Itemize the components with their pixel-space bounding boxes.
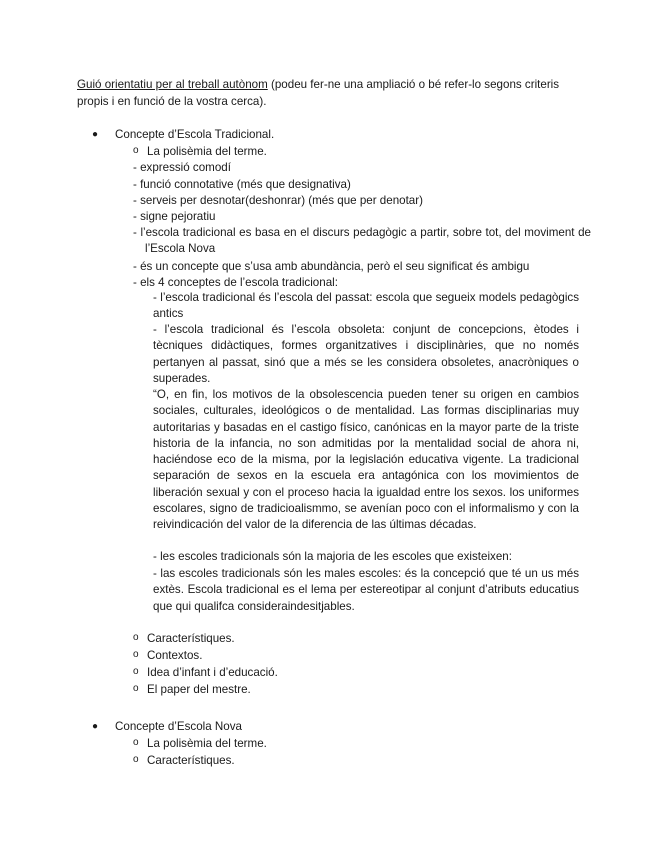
section2-sub-item: Característiques. xyxy=(147,754,235,767)
dash-item: - serveis per desnotar(deshonrar) (més que per denotar) xyxy=(133,194,423,207)
concept-item: - l’escola tradicional és l’escola del passat: escola que segueix models pedagògics antics xyxy=(153,291,579,321)
concept-item: - l’escola tradicional és l’escola obsoleta: conjunt de concepcions, ètodes i tècniques didàctiques, formes organitzatives i disciplinàries, que no només pertanyen al passat, sinó que a més se les considera obsoletes, anacròniques o superades. xyxy=(153,323,579,385)
circle-bullet-icon: o xyxy=(133,649,139,660)
dash-item: - funció connotative (més que designativa) xyxy=(133,178,351,191)
circle-bullet-icon: o xyxy=(133,683,139,694)
section1-title: Concepte d’Escola Tradicional. xyxy=(115,128,275,141)
circle-bullet-icon: o xyxy=(133,754,139,765)
intro-text: (podeu fer-ne una ampliació o bé refer-lo segons criteris propis i en funció de la vostra cerca). xyxy=(77,78,560,108)
circle-bullet-icon: o xyxy=(133,737,139,748)
dash-item: - és un concepte que s’usa amb abundància, però el seu significat és ambigu xyxy=(133,260,530,273)
quote-paragraph: “O, en fin, los motivos de la obsolescencia pueden tener su origen en cambios sociales, culturales, ideológicos o de mentalidad. Las formas disciplinarias muy autoritarias y basadas en el castigo físico, canónicas en la mayor parte de la triste historia de la infancia, no son admitidas por la mentalidad social de ahora ni, haciéndose eco de la misma, por la legislación educativa vigente. La tradicional separación de sexos en la escuela era antagónica con los movimientos de liberación sexual y con el proceso hacia la igualdad entre los sexos. los uniformes escolares, signo de tradicioalismmo, se avenían poco con el informalismo y con la reivindicación del valor de la diferencia de las últimas décadas. xyxy=(153,388,579,532)
concept-item: - las escoles tradicionals són les males escoles: és la concepció que té un us més extès. Escola tradicional es el lema per estereotipar al conjunt d’atributs educatius que qui qualifca consideraindesitjables. xyxy=(153,567,579,613)
dash-item: - expressió comodí xyxy=(133,161,231,174)
intro-title: Guió orientatiu per al treball autònom xyxy=(77,78,268,91)
section2-title: Concepte d’Escola Nova xyxy=(115,720,242,733)
circle-bullet-icon: o xyxy=(133,145,139,156)
section1-sub-polisemia: La polisèmia del terme. xyxy=(147,145,267,158)
bullet-icon: ● xyxy=(92,721,99,732)
section1-sub-item: El paper del mestre. xyxy=(147,683,251,696)
section2-sub-item: La polisèmia del terme. xyxy=(147,737,267,750)
section1-sub-item: Contextos. xyxy=(147,649,203,662)
dash-item: - signe pejoratiu xyxy=(133,210,216,223)
dash-item: - l’escola tradicional es basa en el discurs pedagògic a partir, sobre tot, del moviment de l’Escola Nova xyxy=(133,226,591,256)
circle-bullet-icon: o xyxy=(133,666,139,677)
circle-bullet-icon: o xyxy=(133,632,139,643)
dash-item: - els 4 conceptes de l’escola tradicional: xyxy=(133,276,338,289)
bullet-icon: ● xyxy=(92,129,99,140)
section1-sub-item: Característiques. xyxy=(147,632,235,645)
concept-item: - les escoles tradicionals són la majoria de les escoles que existeixen: xyxy=(153,550,512,563)
section1-sub-item: Idea d’infant i d’educació. xyxy=(147,666,278,679)
intro-paragraph xyxy=(77,76,579,110)
